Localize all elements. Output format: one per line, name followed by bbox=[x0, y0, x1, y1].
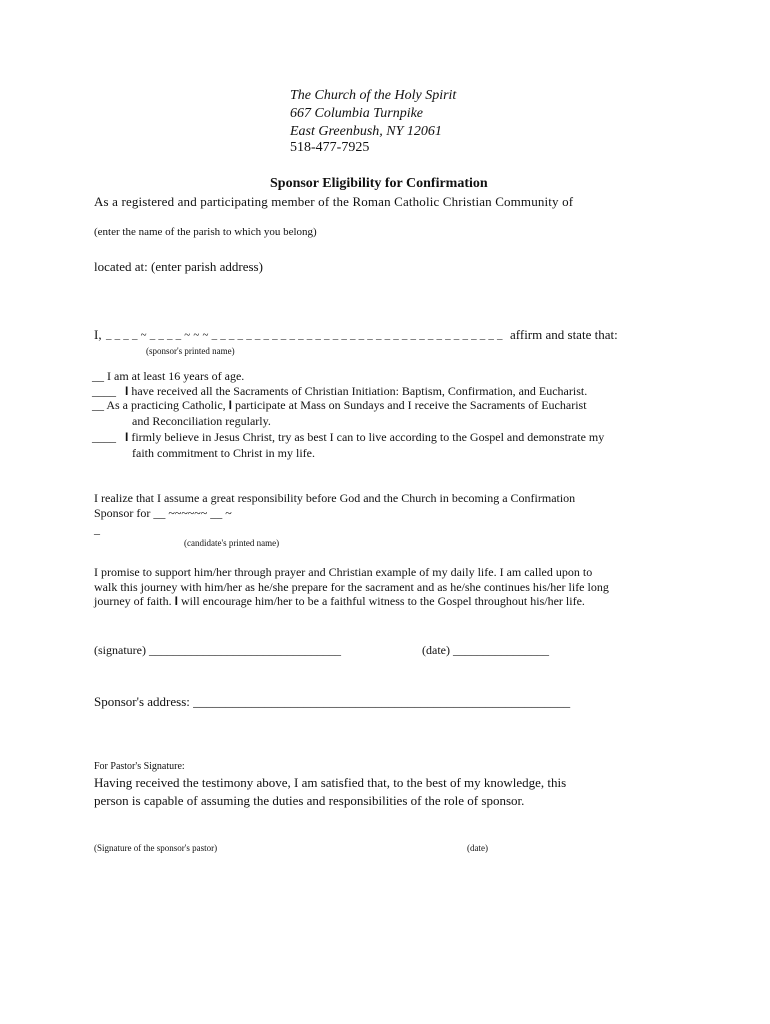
criterion-blank[interactable]: ____ bbox=[92, 384, 116, 398]
criterion-text: participate at Mass on Sundays and I receive the Sacraments of Eucharist bbox=[234, 398, 587, 412]
criterion-text: I am at least 16 years of age. bbox=[107, 369, 245, 383]
pastor-testimony-line-2: person is capable of assuming the duties and responsibilities of the role of sponsor. bbox=[94, 793, 525, 808]
candidate-name-caption: (candidate's printed name) bbox=[184, 538, 280, 548]
promise-line-1: I promise to support him/her through prayer and Christian example of my daily life. I am called upon to bbox=[94, 565, 593, 579]
promise-line-2: walk this journey with him/her as he/she prepare for the sacrament and as he/she continues his/her life long bbox=[94, 580, 609, 594]
promise-pronoun: I bbox=[174, 594, 178, 608]
candidate-name-field-overflow[interactable]: _ bbox=[94, 522, 100, 536]
criterion-prefix: As a practicing Catholic, bbox=[106, 398, 226, 412]
criterion-pronoun: I bbox=[228, 398, 232, 412]
criterion-pronoun: I bbox=[125, 430, 129, 444]
parish-name-hint[interactable]: (enter the name of the parish to which you belong) bbox=[94, 226, 317, 238]
candidate-name-field[interactable]: Sponsor for __ ~~~~~~ __ ~ bbox=[94, 506, 232, 520]
criterion-pronoun: I bbox=[125, 384, 129, 398]
affirm-suffix: affirm and state that: bbox=[510, 327, 618, 342]
church-name: The Church of the Holy Spirit bbox=[290, 88, 457, 103]
sponsor-signature-field[interactable]: (signature) ________________________________ bbox=[94, 643, 341, 657]
criterion-blank[interactable]: __ bbox=[92, 369, 104, 383]
criterion-age bbox=[92, 369, 244, 384]
sponsor-address-field[interactable]: Sponsor's address: __________________________________________________________ bbox=[94, 694, 571, 709]
sponsor-name-caption: (sponsor's printed name) bbox=[146, 346, 235, 356]
pastor-testimony-line-1: Having received the testimony above, I am satisfied that, to the best of my knowledge, this bbox=[94, 775, 567, 790]
criterion-blank[interactable]: __ bbox=[92, 398, 104, 412]
sponsor-name-field[interactable]: _ _ _ _ ~ _ _ _ _ ~ ~ ~ _ _ _ _ _ _ _ _ _ _ _ _ _ _ _ _ _ _ _ _ _ _ _ _ _ _ _ _ _ _ _ _ _ _ bbox=[106, 329, 503, 341]
criterion-belief bbox=[92, 430, 604, 445]
church-phone: 518-477-7925 bbox=[290, 140, 370, 155]
criterion-belief-continuation: faith commitment to Christ in my life. bbox=[132, 446, 315, 460]
pastor-date-caption[interactable]: (date) bbox=[467, 843, 488, 853]
criterion-text: have received all the Sacraments of Christian Initiation: Baptism, Confirmation, and Eucharist. bbox=[131, 384, 588, 398]
pastor-heading: For Pastor's Signature: bbox=[94, 761, 185, 772]
criterion-practicing-continuation: and Reconciliation regularly. bbox=[132, 414, 271, 428]
promise-line-3-end: will encourage him/her to be a faithful witness to the Gospel throughout his/her life. bbox=[181, 594, 585, 608]
church-city: East Greenbush, NY 12061 bbox=[290, 124, 442, 139]
promise-line-3-start: journey of faith. bbox=[94, 594, 172, 608]
promise-line-3 bbox=[94, 594, 585, 609]
affirm-prefix: I, bbox=[94, 327, 102, 342]
intro-text: As a registered and participating member of the Roman Catholic Christian Community of bbox=[94, 194, 574, 209]
sponsor-date-field[interactable]: (date) ________________ bbox=[422, 643, 549, 657]
page-title: Sponsor Eligibility for Confirmation bbox=[270, 176, 488, 191]
criterion-sacraments bbox=[92, 384, 587, 399]
pastor-signature-caption[interactable]: (Signature of the sponsor's pastor) bbox=[94, 843, 218, 853]
criterion-blank[interactable]: ____ bbox=[92, 430, 116, 444]
criterion-text: firmly believe in Jesus Christ, try as best I can to live according to the Gospel and demonstrate my bbox=[131, 430, 605, 444]
parish-address-hint[interactable]: located at: (enter parish address) bbox=[94, 259, 263, 274]
church-street: 667 Columbia Turnpike bbox=[290, 106, 424, 121]
responsibility-line-1: I realize that I assume a great responsibility before God and the Church in becoming a Confirmation bbox=[94, 491, 576, 505]
criterion-practicing bbox=[92, 398, 587, 413]
